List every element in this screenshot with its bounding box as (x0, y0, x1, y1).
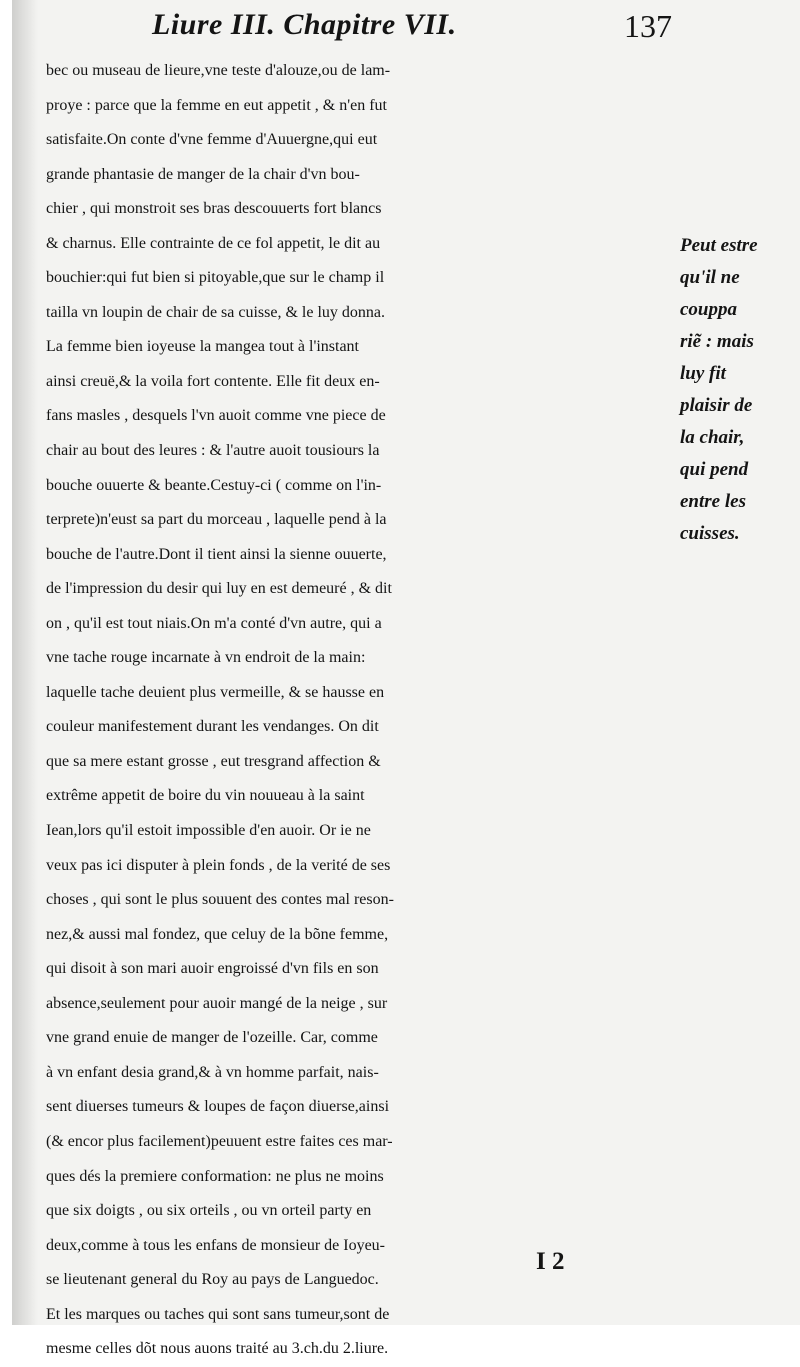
text-line: & charnus. Elle contrainte de ce fol appetit, le dit au (46, 234, 381, 252)
text-line: bouche de l'autre.Dont il tient ainsi la sienne ouuerte, (46, 545, 387, 563)
text-line: Iean,lors qu'il estoit impossible d'en auoir. Or ie ne (46, 822, 371, 840)
text-line: chier , qui monstroit ses bras descouuerts fort blancs (46, 200, 382, 218)
text-line: ques dés la premiere conformation: ne plus ne moins (46, 1167, 384, 1185)
marginal-note-line: entre les (680, 491, 746, 512)
marginal-note-line: plaisir de (680, 395, 753, 416)
text-line: on , qu'il est tout niais.On m'a conté d'vn autre, qui a (46, 614, 382, 632)
text-line: Et les marques ou taches qui sont sans tumeur,sont de (46, 1305, 390, 1323)
marginal-note-line: qu'il ne (680, 267, 740, 288)
marginal-note-line: qui pend (680, 459, 749, 480)
text-line: tailla vn loupin de chair de sa cuisse, & le luy donna. (46, 303, 386, 321)
text-line: que six doigts , ou six orteils , ou vn orteil party en (46, 1202, 372, 1220)
text-line: (& encor plus facilement)peuuent estre faites ces mar- (46, 1132, 393, 1150)
marginal-note-line: cuisses. (680, 523, 740, 544)
text-line: bec ou museau de lieure,vne teste d'alouze,ou de lam- (46, 62, 391, 79)
page-header (152, 8, 672, 48)
marginal-note-line: luy fit (680, 363, 726, 384)
book-page (12, 0, 800, 1358)
text-line: laquelle tache deuient plus vermeille, & se hausse en (46, 683, 385, 701)
text-line: qui disoit à son mari auoir engroissé d'vn fils en son (46, 960, 379, 978)
text-line: se lieutenant general du Roy au pays de Languedoc. (46, 1271, 379, 1289)
text-line: chair au bout des leures : & l'autre auoit tousiours la (46, 442, 380, 460)
text-line: absence,seulement pour auoir mangé de la neige , sur (46, 994, 388, 1012)
text-line: grande phantasie de manger de la chair d'vn bou- (46, 165, 360, 183)
text-line: fans masles , desquels l'vn auoit comme vne piece de (46, 407, 386, 425)
marginal-note-line: la chair, (680, 427, 745, 448)
text-line: satisfaite.On conte d'vne femme d'Auuergne,qui eut (46, 131, 378, 149)
text-line: que sa mere estant grosse , eut tresgrand affection & (46, 752, 381, 770)
marginal-note (680, 230, 800, 550)
text-line: vne grand enuie de manger de l'ozeille. Car, comme (46, 1029, 378, 1047)
page-number: 137 (624, 8, 672, 44)
marginal-note-line: Peut estre (680, 235, 758, 256)
marginal-note-line: riẽ : mais (680, 331, 754, 352)
running-title: Liure III. Chapitre VII. (152, 8, 457, 41)
text-line: sent diuerses tumeurs & loupes de façon diuerse,ainsi (46, 1098, 390, 1116)
text-line: deux,comme à tous les enfans de monsieur de Ioyeu- (46, 1236, 386, 1254)
text-line: nez,& aussi mal fondez, que celuy de la bõne femme, (46, 925, 389, 943)
text-line: mesme celles dõt nous auons traité au 3.ch.du 2.liure. (46, 1340, 389, 1358)
text-line: La femme bien ioyeuse la mangea tout à l'instant (46, 338, 359, 356)
main-text-block (46, 54, 686, 1367)
text-line: veux pas ici disputer à plein fonds , de la verité de ses (46, 856, 391, 874)
text-line: à vn enfant desia grand,& à vn homme parfait, nais- (46, 1063, 379, 1081)
text-line: bouche ouuerte & beante.Cestuy-ci ( comme on l'in- (46, 476, 382, 494)
text-line: ainsi creuë,& la voila fort contente. Elle fit deux en- (46, 372, 380, 390)
text-line: terprete)n'eust sa part du morceau , laquelle pend à la (46, 511, 387, 529)
text-line: couleur manifestement durant les vendanges. On dit (46, 718, 379, 736)
text-line: de l'impression du desir qui luy en est demeuré , & dit (46, 580, 392, 598)
text-line: vne tache rouge incarnate à vn endroit de la main: (46, 649, 366, 667)
text-line: extrême appetit de boire du vin nouueau à la saint (46, 787, 365, 805)
text-line: choses , qui sont le plus souuent des contes mal reson- (46, 891, 394, 909)
text-line: bouchier:qui fut bien si pitoyable,que sur le champ il (46, 269, 385, 287)
page-gutter-shadow (12, 0, 38, 1325)
text-line: proye : parce que la femme en eut appetit , & n'en fut (46, 96, 387, 114)
marginal-note-line: couppa (680, 299, 737, 320)
signature-mark: I 2 (536, 1248, 565, 1275)
